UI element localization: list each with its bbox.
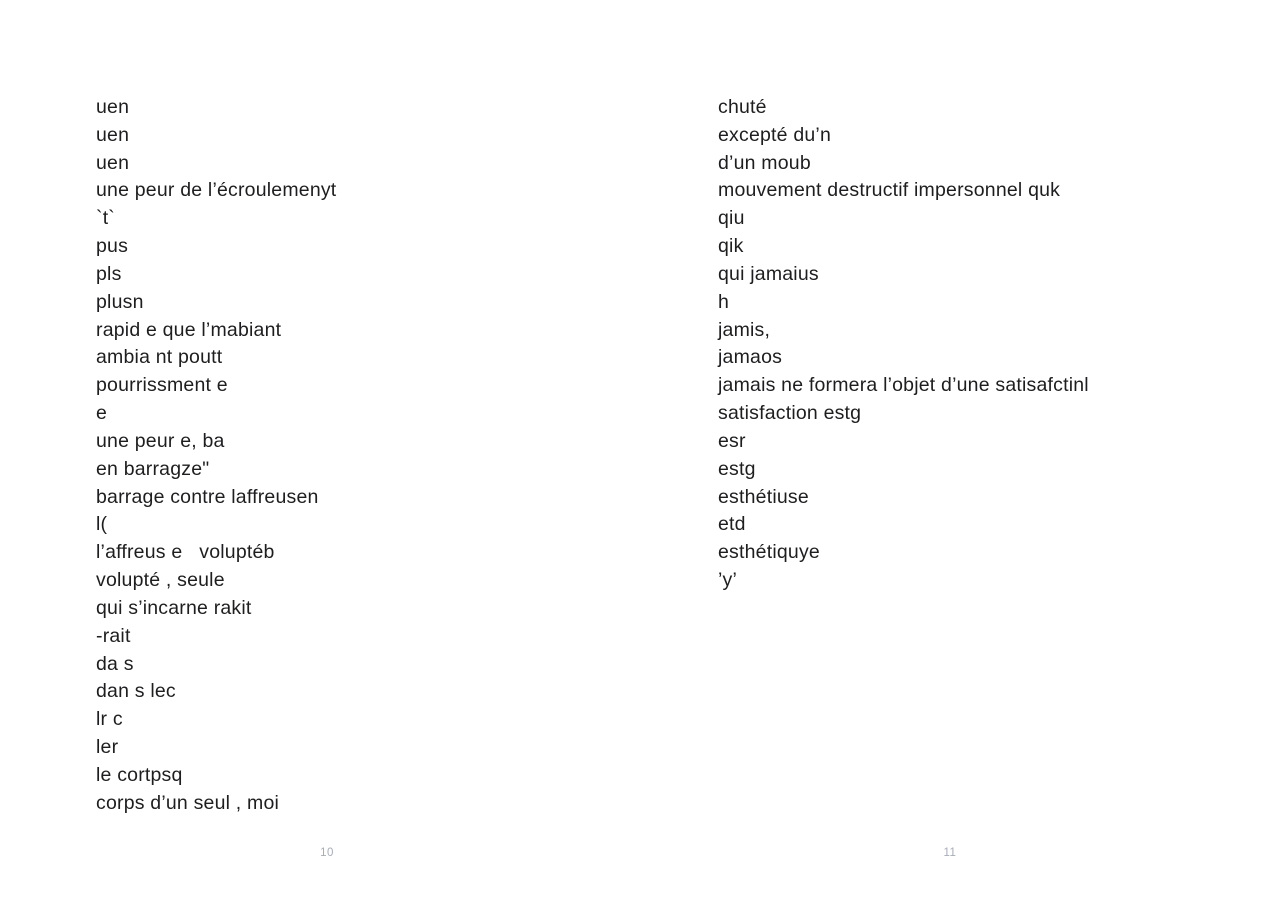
text-line: mouvement destructif impersonnel quk xyxy=(718,179,1061,202)
left-page xyxy=(0,0,638,913)
text-line: `t` xyxy=(96,207,116,230)
text-line: qik xyxy=(718,235,744,258)
text-line: satisfaction estg xyxy=(718,402,862,425)
text-line: pus xyxy=(96,235,129,258)
text-line: corps d’un seul , moi xyxy=(96,791,280,814)
text-line: uen xyxy=(96,96,130,118)
text-line: esthétiquye xyxy=(718,541,820,564)
text-line: barrage contre laffreusen xyxy=(96,485,319,508)
text-line: uen xyxy=(96,151,130,174)
text-line: -rait xyxy=(96,624,131,647)
text-line: une peur de l’écroulemenyt xyxy=(96,179,337,202)
text-line: qiu xyxy=(718,207,745,230)
text-line: esthétiuse xyxy=(718,485,809,508)
page-number-left: 10 xyxy=(320,847,334,859)
text-line: rapid e que l’mabiant xyxy=(96,318,282,341)
text-line: une peur e, ba xyxy=(96,429,225,452)
text-line: qui jamaius xyxy=(718,262,819,285)
text-line: excepté du’n xyxy=(718,123,831,146)
text-line: esr xyxy=(718,429,746,452)
text-line: en barragze" xyxy=(96,457,210,480)
text-line: l( xyxy=(96,513,108,536)
text-line: estg xyxy=(718,457,756,480)
text-line: l’affreus e voluptéb xyxy=(96,541,275,564)
text-line: le cortpsq xyxy=(96,763,183,786)
text-line: etd xyxy=(718,513,746,536)
text-line: pls xyxy=(96,262,122,285)
right-page xyxy=(638,0,1277,913)
text-line: da s xyxy=(96,652,134,675)
text-line: h xyxy=(718,290,730,313)
text-line: chuté xyxy=(718,96,767,118)
text-line: lr c xyxy=(96,708,123,731)
text-line: d’un moub xyxy=(718,151,811,174)
text-line: dan s lec xyxy=(96,680,176,703)
text-line: ambia nt poutt xyxy=(96,346,223,369)
text-line: plusn xyxy=(96,290,144,313)
text-line: e xyxy=(96,402,108,425)
text-line: ’y’ xyxy=(718,569,738,592)
left-page-text xyxy=(96,94,616,818)
text-line: jamais ne formera l’objet d’une satisafctinl xyxy=(718,374,1089,397)
text-line: uen xyxy=(96,123,130,146)
text-line: jamaos xyxy=(718,346,783,369)
right-page-text xyxy=(718,94,1258,595)
text-line: volupté , seule xyxy=(96,569,225,592)
text-line: jamis, xyxy=(718,318,771,341)
text-line: ler xyxy=(96,736,119,759)
page-number-right: 11 xyxy=(943,847,957,859)
text-line: pourrissment e xyxy=(96,374,228,397)
text-line: qui s’incarne rakit xyxy=(96,596,252,619)
